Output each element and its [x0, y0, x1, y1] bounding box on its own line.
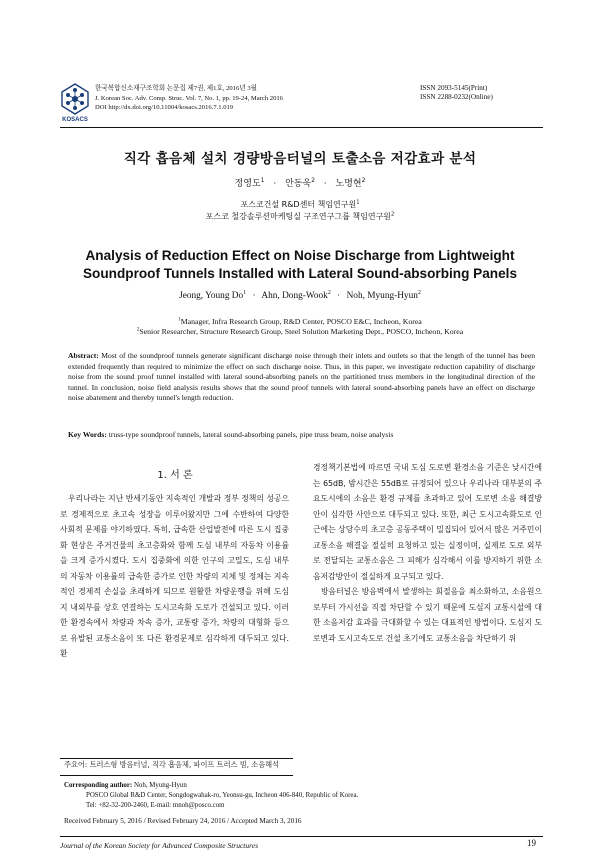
english-authors [0, 291, 600, 301]
english-aff-1-sup: 1 [178, 316, 181, 323]
korean-keywords [64, 760, 279, 770]
paragraph: 경정책기본법에 따르면 국내 도심 도로변 환경소음 기준은 낮시간에는 65dB, 밤시간은 55dB로 규정되어 있으나 우리나라 대부분의 주요도시에의 소음은 환경 규제를 초과하고 있어 도로변 소음 해결방안이 심각한 사안으로 대두되고 있다. 또한, 최근 도시고속화도로 인근에는 상당수의 초고층 공동주택이 밀집되어 있어서 많은 거주민이 교통소음 해결을 절실히 요청하고 있는 실정이며, 실제로 도로 외부로 전달되는 교통소음은 그 피해가 심각해서 이를 방지하기 위한 소음저감방안이 절실하게 요구되고 있다. [313, 463, 542, 581]
english-author-1: Jeong, Young Do [179, 291, 244, 301]
korean-author-1-sup: 1 [260, 178, 265, 184]
korean-title: 직각 흡음체 설치 경량방음터널의 토출소음 저감효과 분석 [123, 151, 477, 167]
header-doi[interactable]: DOI http://dx.doi.org/10.11004/kosacs.2016.7.1.019 [95, 104, 234, 112]
korean-author-2: 안동욱 [285, 179, 312, 189]
abstract-text: Most of the soundproof tunnels generate significant discharge noise through their inlets and outlets so that the length of the tunnel has been extended frequently than required to minimize the effect on such discharge noise. Thus, in this paper, we investigate reduction capability of discharge noise from the sound proof tunnel installed with lateral sound-absorbing panels on the partitioned truss members in the longitudinal direction of the tunnel. In conclusion, noise field analysis results shows that the sound proof tunnels with lateral sound-absorbing panels have an effect on discharge noise abatement and thereby tunnel's length reduction. [68, 351, 535, 403]
korean-author-1: 정영도 [234, 179, 261, 189]
journal-name: Journal of the Korean Society for Advanced Composite Structures [60, 841, 259, 850]
english-aff-2-sup: 2 [136, 326, 140, 333]
author-separator: · [323, 179, 327, 189]
author-separator: · [273, 179, 277, 189]
korean-aff-2-sup: 2 [391, 211, 395, 218]
header-korean-line: 한국복합신소재구조학회 논문집 제7권, 제1호, 2016년 3월 [95, 85, 258, 92]
english-author-1-sup: 1 [243, 289, 247, 296]
korean-keywords-label: 주요어: [64, 760, 88, 769]
keywords-label: Key Words: [68, 430, 107, 439]
english-affiliation-1: Manager, Infra Research Group, R&D Center, POSCO E&C, Incheon, Korea [180, 317, 422, 326]
author-separator: · [252, 291, 256, 301]
paragraph: 우리나라는 지난 반세기동안 지속적인 개발과 정부 정책의 성공으로 경제적으로 초고속 성장을 이루어왔지만 그에 수반하여 다양한 사회적 문제를 야기하였다. 특히, 급속한 산업발전에 따른 도시 집중화 현상은 주거건물의 초고층화와 함께 도심 내부의 자동차 이용률을 크게 증가시켰다. 도시 집중화에 의한 인구의 고밀도, 도심 내부의 자동차 이용률의 급속한 증가로 인한 차량의 지체 및 정체는 지속적인 경제적 손실을 초래하게 되므로 원활한 차량운행을 위해 도심지 내외부를 상호 연결하는 도시고속화 도로가 건설되고 있다. 이러한 환경속에서 차량과 차속 증가, 교통량 증가, 차량의 대형화 등으로 유발된 교통소음이 또 다른 환경문제로 심각하게 대두되고 있다. 환 [60, 494, 289, 658]
english-title-line-2: Soundproof Tunnels Installed with Lateral Sound-absorbing Panels [82, 265, 518, 281]
korean-author-3: 노명현 [335, 179, 362, 189]
section-heading: 1. 서 론 [157, 470, 193, 481]
footer-divider [60, 836, 543, 837]
journal-header [95, 84, 283, 113]
right-column [313, 460, 542, 646]
korean-keywords-text: 트러스형 방음터널, 직각 흡음체, 파이프 트러스 빔, 소음해석 [89, 760, 280, 769]
paragraph: 방음터널은 방음벽에서 발생하는 회절음을 최소화하고, 소음원으로부터 가시선을 직접 차단할 수 있기 때문에 도심지 교통시설에 대한 소음저감 효과를 극대화할 수 있는 대표적인 방법이다. 도심지 도로변과 도시고속도로 건설 초기에도 교통소음을 차단하기 위 [313, 587, 542, 643]
english-title-line-1: Analysis of Reduction Effect on Noise Discharge from Lightweight [85, 248, 515, 263]
korean-author-2-sup: 2 [311, 178, 315, 184]
abstract [68, 351, 535, 404]
footnote-divider [60, 758, 293, 759]
kosacs-logo [58, 82, 92, 122]
author-separator: · [337, 291, 341, 301]
korean-aff-1-sup: 1 [356, 199, 360, 206]
left-column [60, 491, 289, 662]
corresponding-author [64, 781, 358, 811]
received-dates: Received February 5, 2016 / Revised February 24, 2016 / Accepted March 3, 2016 [64, 817, 302, 825]
corr-address: POSCO Global R&D Center, Songdogwahak-ro, Yeonsu-gu, Incheon 406-840, Republic of Korea. [86, 792, 359, 799]
logo-text: KOSACS [62, 117, 88, 122]
keywords-text: truss-type soundproof tunnels, lateral sound-absorbing panels, pipe truss beam, noise analysis [108, 430, 394, 439]
keywords [68, 430, 535, 441]
korean-affiliation-2: 포스코 철강솔루션마케팅실 구조연구그룹 책임연구원 [205, 212, 392, 221]
korean-affiliation-1: 포스코건설 R&D센터 책임연구원 [240, 200, 357, 209]
issn-print: ISSN 2093-5145(Print) [420, 84, 488, 92]
english-affiliations [0, 317, 600, 338]
korean-affiliations [0, 199, 600, 223]
footnote-divider [60, 775, 293, 776]
issn-block [420, 84, 493, 103]
corr-label: Corresponding author: [64, 782, 133, 789]
english-author-2: Ahn, Dong-Wook [261, 291, 328, 301]
korean-authors [0, 176, 600, 189]
corr-name: Noh, Myung-Hyun [133, 782, 187, 789]
header-divider [60, 127, 543, 128]
header-english-line: J. Korean Soc. Adv. Comp. Struc. Vol. 7, No. 1, pp. 19-24, March 2016 [95, 94, 283, 102]
english-affiliation-2: Senior Researcher, Structure Research Group, Steel Solution Marketing Dept., POSCO, Incheon, Korea [139, 327, 464, 337]
english-author-2-sup: 2 [327, 289, 331, 296]
korean-author-3-sup: 2 [361, 178, 366, 184]
abstract-label: Abstract: [68, 351, 99, 360]
page-number: 19 [527, 838, 536, 848]
english-author-3: Noh, Myung-Hyun [346, 291, 418, 301]
issn-online: ISSN 2288-0232(Online) [420, 93, 493, 102]
english-author-3-sup: 2 [417, 289, 421, 296]
kosacs-logo-icon [58, 82, 92, 122]
english-title [0, 247, 600, 282]
corr-contact[interactable]: Tel: +82-32-200-2460, E-mail: mnoh@posco.com [86, 802, 225, 809]
